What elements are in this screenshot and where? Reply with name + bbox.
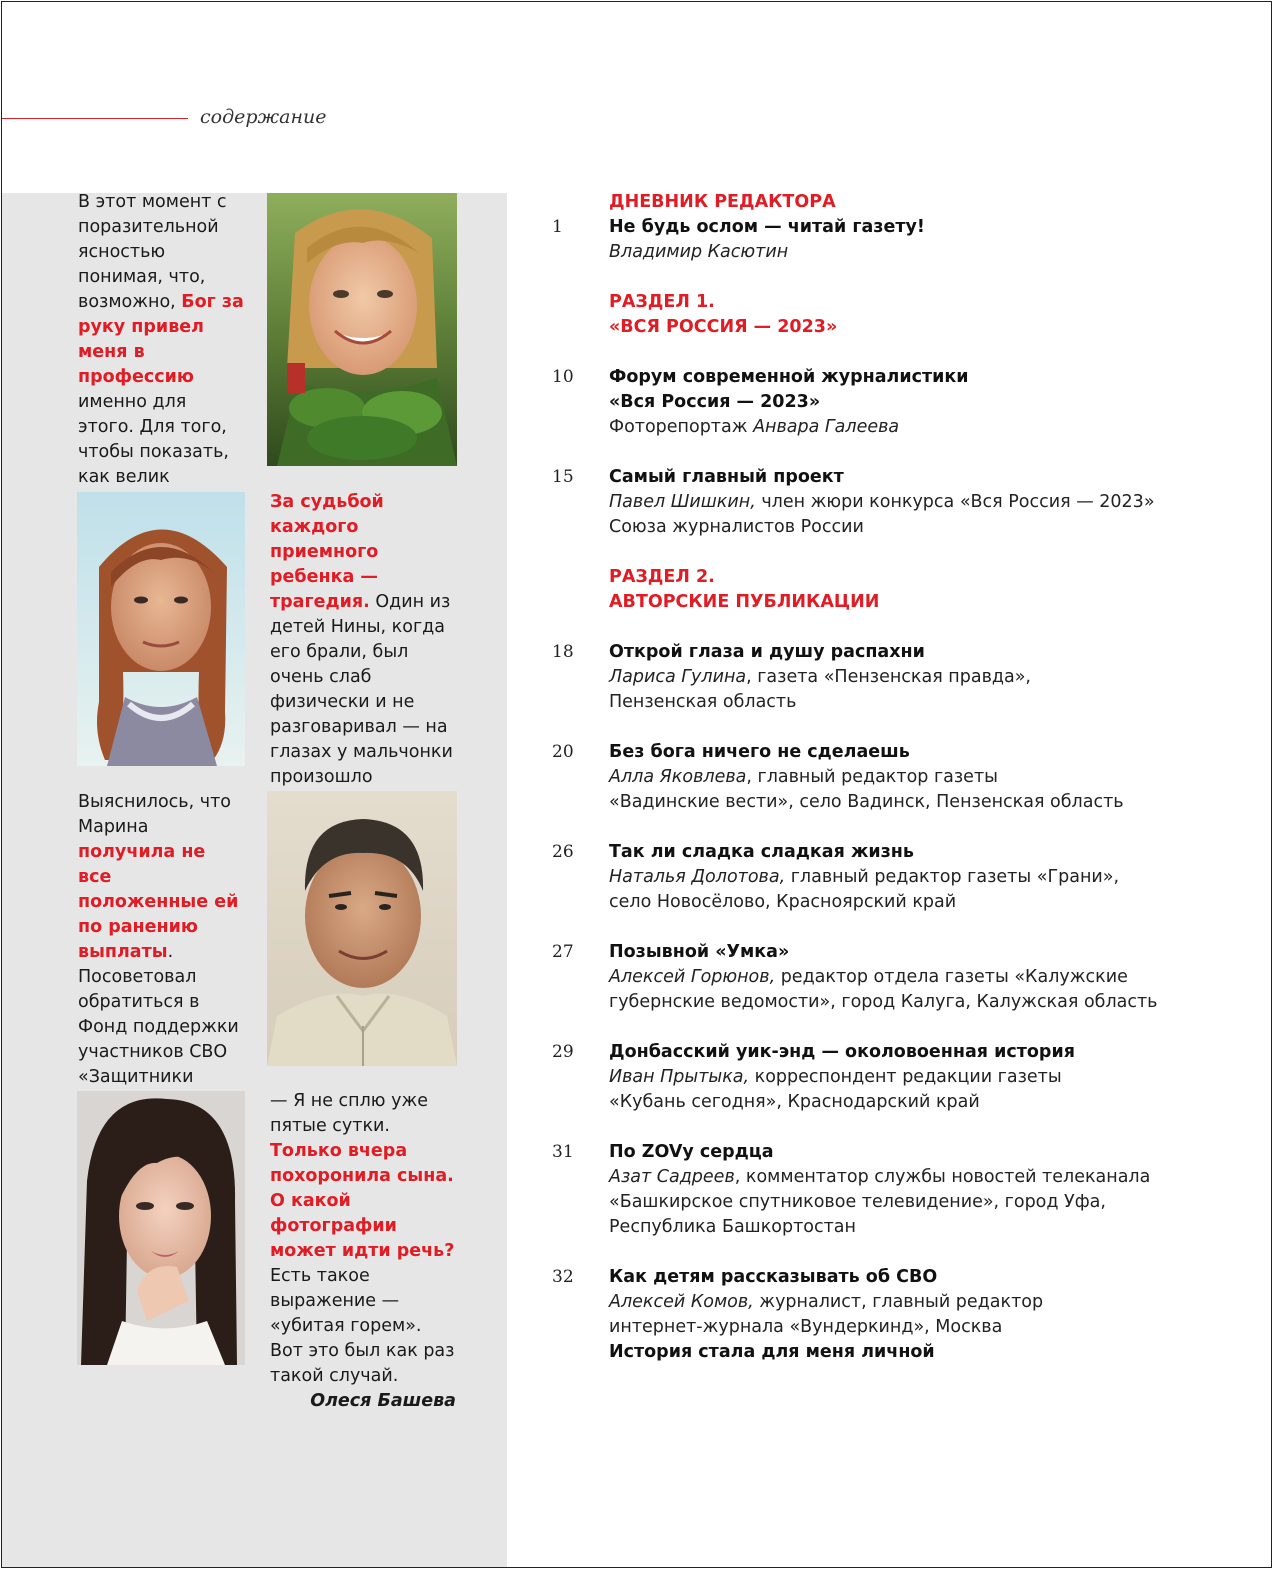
toc-entry-desc-line2: губернские ведомости», город Калуга, Калужская область <box>609 992 1158 1012</box>
quote-4 <box>270 1089 456 1414</box>
photo-larisa-gulina <box>267 193 457 466</box>
toc-section-title: ДНЕВНИК РЕДАКТОРА <box>609 192 836 212</box>
quote-2-highlight: За судьбой каждого приемного ребенка — трагедия. <box>270 492 384 612</box>
toc-entry-author: Павел Шишкин, <box>609 492 756 512</box>
toc-section-subtitle: «ВСЯ РОССИЯ — 2023» <box>609 317 838 337</box>
toc-entry-desc: корреспондент редакции газеты <box>749 1067 1062 1087</box>
toc-page-number: 27 <box>552 942 574 962</box>
toc-entry-title: Так ли сладка сладкая жизнь <box>609 842 914 862</box>
photo-olesya-basheva <box>77 1091 245 1365</box>
section-label: содержание <box>200 106 327 128</box>
toc-entry-author: Азат Садреев <box>609 1167 735 1187</box>
quote-3-text: Выяснилось, что Марина <box>78 792 231 837</box>
toc-section-2 <box>609 565 879 615</box>
toc-entry-title: Без бога ничего не сделаешь <box>609 742 910 762</box>
toc-page-number: 1 <box>552 217 563 237</box>
quote-1-text: В этот момент с поразительной ясностью понимая, что, возможно, <box>78 192 227 312</box>
toc-entry-desc-line2: Пензенская область <box>609 692 797 712</box>
toc-entry-desc-line2: село Новосёлово, Красноярский край <box>609 892 957 912</box>
quote-2 <box>270 490 456 840</box>
toc-entry-desc-line2: интернет-журнала «Вундеркинд», Москва <box>609 1317 1003 1337</box>
toc-page-number: 10 <box>552 367 574 387</box>
toc-entry-desc: , главный редактор газеты <box>746 767 998 787</box>
toc-entry-title: Как детям рассказывать об СВО <box>609 1267 938 1287</box>
toc-page-number: 26 <box>552 842 574 862</box>
quote-4-text: — Я не сплю уже пятые сутки. <box>270 1091 428 1136</box>
toc-entry-desc: редактор отдела газеты «Калужские <box>775 967 1128 987</box>
toc-page-number: 32 <box>552 1267 574 1287</box>
toc-entry-author: Лариса Гулина <box>609 667 747 687</box>
quote-1 <box>78 190 244 540</box>
toc-page-number: 31 <box>552 1142 574 1162</box>
quote-1-text-end: именно для этого. Для того, чтобы показать, как велик <box>78 392 229 487</box>
toc-entry-desc: главный редактор газеты «Грани», <box>785 867 1120 887</box>
quote-3-highlight: получила не все положенные ей по ранению выплаты <box>78 842 239 962</box>
toc-entry-desc: член жюри конкурса «Вся Россия — 2023» <box>755 492 1155 512</box>
toc-section-editor-diary <box>609 190 836 215</box>
toc-entry-author: Алексей Горюнов, <box>609 967 776 987</box>
quote-4-author: Олеся Башева <box>310 1391 456 1411</box>
toc-section-subtitle: АВТОРСКИЕ ПУБЛИКАЦИИ <box>609 592 880 612</box>
toc-entry-author: Наталья Долотова, <box>609 867 786 887</box>
toc-entry-desc: , комментатор службы новостей телеканала <box>734 1167 1151 1187</box>
photo-aleksey-goryunov <box>267 791 457 1066</box>
toc-entry-author: Владимир Касютин <box>609 242 789 262</box>
toc-entry-title: Самый главный проект <box>609 467 844 487</box>
toc-entry-prefix: Фоторепортаж <box>609 417 754 437</box>
toc-entry-title: Открой глаза и душу распахни <box>609 642 925 662</box>
header-rule <box>2 118 188 119</box>
toc-entry-title: Позывной «Умка» <box>609 942 790 962</box>
toc-page-number: 20 <box>552 742 574 762</box>
toc-entry-desc-line2: «Башкирское спутниковое телевидение», город Уфа, <box>609 1192 1106 1212</box>
toc-section-1 <box>609 290 837 340</box>
toc-entry-desc: журналист, главный редактор <box>753 1292 1044 1312</box>
toc-page-number: 29 <box>552 1042 574 1062</box>
toc-entry-desc: , газета «Пензенская правда», <box>746 667 1031 687</box>
toc-entry-author: Анвара Галеева <box>753 417 900 437</box>
quote-1-highlight: Бог за руку привел меня в профессию <box>78 292 244 387</box>
toc-entry-desc-line2: «Кубань сегодня», Краснодарский край <box>609 1092 980 1112</box>
toc-entry-title-line2: «Вся Россия — 2023» <box>609 392 821 412</box>
toc-entry-title: Не будь ослом — читай газету! <box>609 217 925 237</box>
toc-section-title: РАЗДЕЛ 2. <box>609 567 715 587</box>
toc-entry-title: Форум современной журналистики <box>609 367 969 387</box>
toc-entry-author: Алексей Комов, <box>609 1292 754 1312</box>
photo-alla-yakovleva <box>77 492 245 766</box>
toc-entry-desc-line2: Союза журналистов России <box>609 517 864 537</box>
quote-3-text-end: . Посоветовал обратиться в Фонд поддержки участников СВО «Защитники <box>78 942 239 1087</box>
toc-entry-desc-line2: «Вадинские вести», село Вадинск, Пензенская область <box>609 792 1124 812</box>
toc-entry-subtitle: История стала для меня личной <box>609 1342 935 1362</box>
toc-section-title: РАЗДЕЛ 1. <box>609 292 715 312</box>
toc-entry-author: Алла Яковлева <box>609 767 747 787</box>
toc-entry-title: Донбасский уик-энд — околовоенная история <box>609 1042 1075 1062</box>
quote-2-text-end: Один из детей Нины, когда его брали, был очень слаб физически и не разговаривал — на глазах у мальчонки произошло <box>270 592 453 787</box>
toc-page-number: 15 <box>552 467 574 487</box>
quote-4-highlight: Только вчера похоронила сына. О какой фотографии может идти речь? <box>270 1141 455 1261</box>
quote-4-text-end: Есть такое выражение — «убитая горем». Вот это был как раз такой случай. <box>270 1266 455 1386</box>
toc-entry-author: Иван Прытыка, <box>609 1067 750 1087</box>
toc-page-number: 18 <box>552 642 574 662</box>
toc-entry-title: По ZOVу сердца <box>609 1142 774 1162</box>
toc-entry-desc-line3: Республика Башкортостан <box>609 1217 856 1237</box>
